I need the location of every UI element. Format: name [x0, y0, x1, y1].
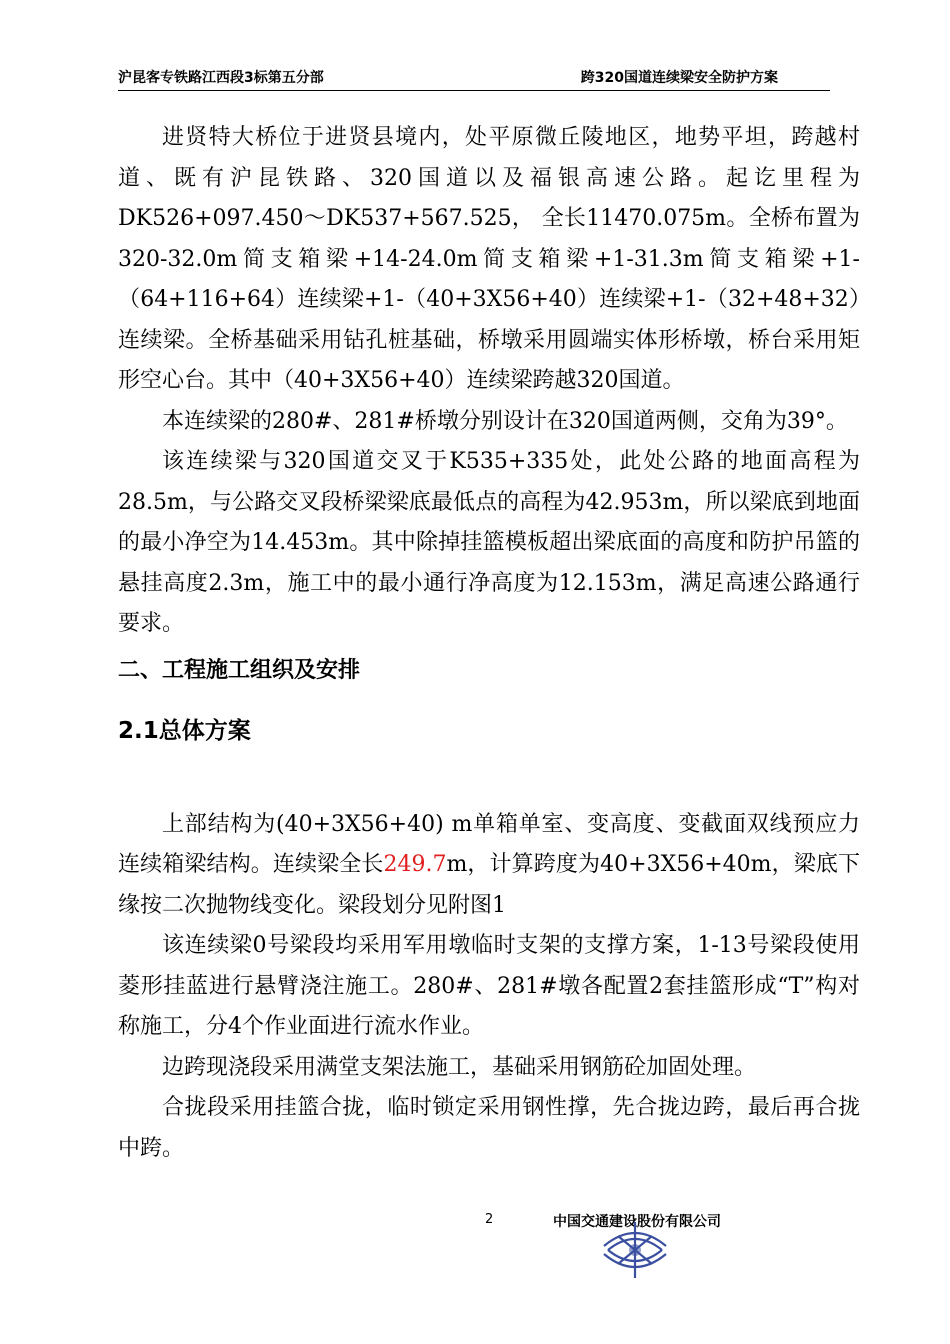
paragraph-bridge-overview: 进贤特大桥位于进贤县境内，处平原微丘陵地区，地势平坦，跨越村道、既有沪昆铁路、320国道以及福银高速公路。起讫里程为DK526+097.450～DK537+567.525， 全长11470.075m。全桥布置为320-32.0m简支箱梁+14-24.0m简支箱梁+1-31.3m简支箱梁+1-（64+116+64）连续梁+1-（40+3X56+40）连续梁+1-（32+48+32）连续梁。全桥基础采用钻孔桩基础，桥墩采用圆端实体形桥墩，桥台采用矩形空心台。其中（40+3X56+40）连续梁跨越320国道。: [118, 125, 860, 393]
header-document-title: 跨320国道连续梁安全防护方案: [580, 70, 778, 86]
header-project-name: 沪昆客专铁路江西段3标第五分部: [118, 70, 324, 86]
page-header: [118, 66, 830, 91]
spacer: [118, 751, 860, 805]
paragraph-closure: 合拢段采用挂篮合拢，临时锁定采用钢性撑，先合拢边跨，最后再合拢中跨。: [118, 1095, 860, 1161]
paragraph-segment-construction: 该连续梁0号梁段均采用军用墩临时支架的支撑方案，1-13号梁段使用菱形挂蓝进行悬臂浇注施工。280#、281#墩各配置2套挂篮形成“T”构对称施工，分4个作业面进行流水作业。: [118, 933, 860, 1039]
page-number: 2: [485, 1212, 494, 1227]
paragraph-clearance: 该连续梁与320国道交叉于K535+335处，此处公路的地面高程为28.5m，与公路交叉段桥梁梁底最低点的高程为42.953m，所以梁底到地面的最小净空为14.453m。其中除掉挂篮模板超出梁底面的高度和防护吊篮的悬挂高度2.3m，施工中的最小通行净高度为12.153m，满足高速公路通行要求。: [118, 449, 860, 636]
cccc-logo-icon: [596, 1216, 674, 1284]
paragraph-side-span: 边跨现浇段采用满堂支架法施工，基础采用钢筋砼加固处理。: [162, 1054, 757, 1080]
paragraph-pier-layout: 本连续梁的280#、281#桥墩分别设计在320国道两侧，交角为39°。: [162, 408, 848, 434]
paragraph-structure: [118, 805, 860, 927]
section-heading: 二、工程施工组织及安排: [118, 657, 361, 683]
subsection-heading: 2.1总体方案: [118, 717, 251, 744]
highlighted-length: 249.7: [383, 852, 447, 877]
structure-text-b: m，计算跨度为40+3X56+40m，梁底下缘按二次抛物线变化。梁段划分见附图1: [118, 852, 860, 918]
document-body: [118, 118, 860, 1169]
structure-text-a: 上部结构为(40+3X56+40) m单箱单室、变高度、变截面双线预应力连续箱梁结构。连续梁全长: [118, 811, 860, 877]
footer-company-name: 中国交通建设股份有限公司: [553, 1214, 721, 1230]
